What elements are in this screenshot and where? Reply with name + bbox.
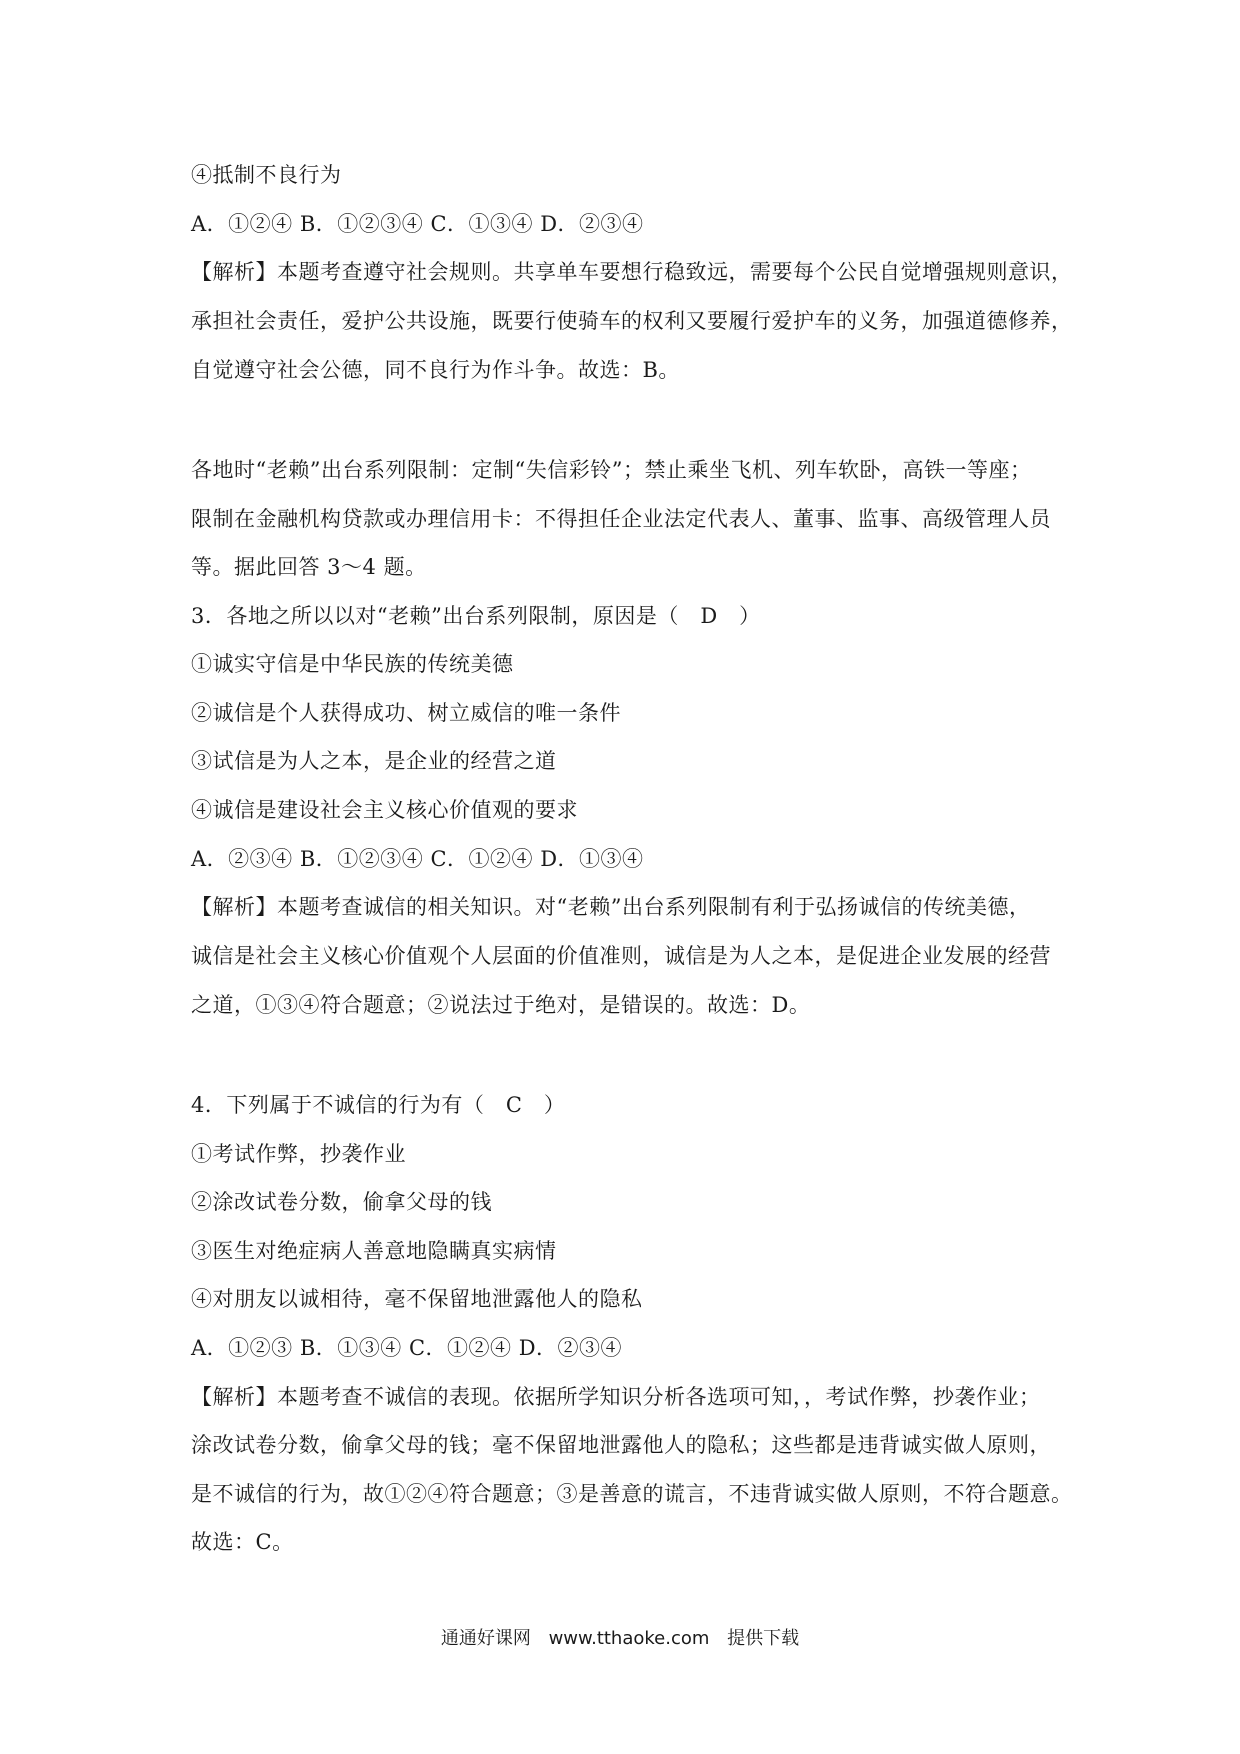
answer-choices: A．②③④ B．①②③④ C．①②④ D．①③④ (191, 847, 644, 871)
question-3: 3．各地之所以以对“老赖”出台系列限制，原因是（ D ） (191, 604, 761, 628)
option-line: ③医生对绝症病人善意地隐瞒真实病情 (191, 1239, 557, 1263)
analysis-line: 是不诚信的行为，故①②④符合题意；③是善意的谎言，不违背诚实做人原则，不符合题意。 (191, 1482, 1073, 1506)
answer-choices: A．①②③ B．①③④ C．①②④ D．②③④ (191, 1336, 623, 1360)
analysis-line: 承担社会责任，爱护公共设施，既要行使骑车的权利又要履行爱护车的义务，加强道德修养， (191, 309, 1073, 333)
page-footer (0, 1626, 1240, 1652)
option-line: ④抵制不良行为 (191, 163, 342, 187)
option-line: ②涂改试卷分数，偷拿父母的钱 (191, 1190, 492, 1214)
analysis-line: 自觉遵守社会公德，同不良行为作斗争。故选：B。 (191, 358, 680, 382)
material-line: 等。据此回答 3～4 题。 (191, 555, 427, 579)
answer-choices: A．①②④ B．①②③④ C．①③④ D．②③④ (191, 212, 644, 236)
material-line: 限制在金融机构贷款或办理信用卡：不得担任企业法定代表人、董事、监事、高级管理人员 (191, 507, 1051, 531)
analysis-line: 诚信是社会主义核心价值观个人层面的价值准则，诚信是为人之本，是促进企业发展的经营 (191, 944, 1051, 968)
analysis-line: 故选：C。 (191, 1530, 294, 1554)
analysis-line: 涂改试卷分数，偷拿父母的钱；毫不保留地泄露他人的隐私；这些都是违背诚实做人原则， (191, 1433, 1051, 1457)
question-4: 4．下列属于不诚信的行为有（ C ） (191, 1093, 566, 1117)
option-line: ③试信是为人之本，是企业的经营之道 (191, 749, 557, 773)
analysis-line: 【解析】本题考查遵守社会规则。共享单车要想行稳致远，需要每个公民自觉增强规则意识， (191, 260, 1073, 284)
material-line: 各地时“老赖”出台系列限制：定制“失信彩铃”；禁止乘坐飞机、列车软卧，高铁一等座； (191, 458, 1032, 482)
analysis-line: 之道，①③④符合题意；②说法过于绝对，是错误的。故选：D。 (191, 993, 811, 1017)
footer-site-name: 通通好课网 (440, 1628, 531, 1649)
footer-suffix: 提供下载 (727, 1628, 800, 1649)
analysis-line: 【解析】本题考查不诚信的表现。依据所学知识分析各选项可知，，考试作弊，抄袭作业； (191, 1385, 1041, 1409)
analysis-line: 【解析】本题考查诚信的相关知识。对“老赖”出台系列限制有利于弘扬诚信的传统美德， (191, 895, 1031, 919)
option-line: ①考试作弊，抄袭作业 (191, 1142, 406, 1166)
option-line: ②诚信是个人获得成功、树立威信的唯一条件 (191, 701, 621, 725)
option-line: ④诚信是建设社会主义核心价值观的要求 (191, 798, 578, 822)
option-line: ④对朋友以诚相待，毫不保留地泄露他人的隐私 (191, 1287, 643, 1311)
footer-url[interactable]: www.tthaoke.com (548, 1628, 710, 1649)
option-line: ①诚实守信是中华民族的传统美德 (191, 652, 514, 676)
